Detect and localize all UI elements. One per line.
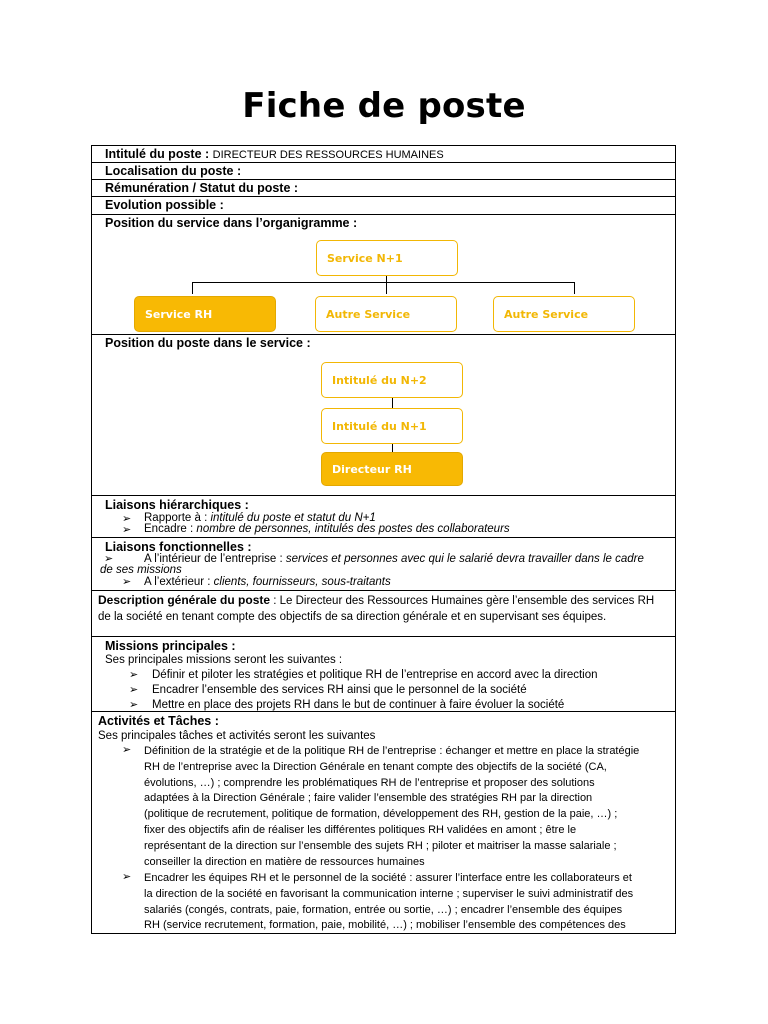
list-item-prefix: Encadre : bbox=[144, 523, 197, 535]
row-activites bbox=[92, 712, 675, 934]
description-text: de la société en tenant compte des objectifs de sa direction générale et en supervisant ses équipes. bbox=[98, 611, 607, 623]
list-item-value: clients, fournisseurs, sous-traitants bbox=[213, 576, 391, 588]
bullet-arrow-icon: ➢ bbox=[129, 684, 139, 696]
activites-label: Activités et Tâches : bbox=[98, 714, 219, 728]
list-item-continuation: de ses missions bbox=[100, 564, 182, 576]
org-box-n2: Intitulé du N+2 bbox=[321, 362, 463, 398]
activity-item bbox=[144, 871, 633, 934]
page-title: Fiche de poste bbox=[242, 86, 526, 126]
row-evolution bbox=[92, 197, 675, 215]
bullet-arrow-icon: ➢ bbox=[122, 513, 132, 525]
org-box-service-rh: Service RH bbox=[134, 296, 276, 332]
missions-intro: Ses principales missions seront les suivantes : bbox=[105, 654, 343, 666]
org-connector bbox=[392, 398, 393, 408]
row-intitule bbox=[92, 146, 675, 163]
row-localisation bbox=[92, 163, 675, 180]
localisation-label: Localisation du poste : bbox=[105, 164, 242, 178]
org-box-n1: Intitulé du N+1 bbox=[321, 408, 463, 444]
paragraph-line: adaptées à la Direction Générale ; faire valider l’ensemble des stratégies RH par la direction bbox=[144, 792, 593, 805]
list-item: Mettre en place des projets RH dans le but de continuer à faire évoluer la société bbox=[152, 699, 565, 711]
missions-label: Missions principales : bbox=[105, 639, 236, 653]
bullet-arrow-icon: ➢ bbox=[104, 553, 114, 565]
evolution-label: Evolution possible : bbox=[105, 198, 224, 212]
paragraph-line: Définition de la stratégie et de la politique RH de l’entreprise : échanger et mettre en place la stratégie bbox=[144, 745, 640, 757]
paragraph-line: représentant de la direction sur l’ensemble des sujets RH ; piloter et maitriser la masse salariale ; bbox=[144, 839, 617, 852]
liaisons-hierarchiques-label: Liaisons hiérarchiques : bbox=[105, 498, 249, 512]
org-connector bbox=[192, 282, 193, 294]
job-description-table bbox=[91, 145, 676, 934]
list-item-prefix: Rapporte à : bbox=[144, 512, 211, 524]
paragraph-line: conseiller la direction en matière de ressources humaines bbox=[144, 855, 425, 868]
bullet-arrow-icon: ➢ bbox=[129, 699, 139, 711]
row-remuneration bbox=[92, 180, 675, 197]
bullet-arrow-icon: ➢ bbox=[122, 744, 132, 756]
list-item: Définir et piloter les stratégies et politique RH de l’entreprise en accord avec la direction bbox=[152, 669, 598, 681]
org-connector-horizontal bbox=[192, 282, 574, 283]
intitule-value: DIRECTEUR DES RESSOURCES HUMAINES bbox=[212, 149, 444, 161]
bullet-arrow-icon: ➢ bbox=[129, 669, 139, 681]
remuneration-label: Rémunération / Statut du poste : bbox=[105, 181, 299, 195]
paragraph-line: la direction de la société en favorisant la communication interne ; superviser le suivi administratif des bbox=[144, 887, 634, 900]
row-liaisons-hierarchiques bbox=[92, 496, 675, 538]
row-liaisons-fonctionnelles bbox=[92, 538, 675, 591]
org-box-service-n1: Service N+1 bbox=[316, 240, 458, 276]
bullet-arrow-icon: ➢ bbox=[122, 576, 132, 588]
row-position-service bbox=[92, 215, 675, 335]
row-missions bbox=[92, 637, 675, 712]
intitule-label: Intitulé du poste : bbox=[105, 147, 210, 161]
list-item-value: intitulé du poste et statut du N+1 bbox=[210, 512, 376, 524]
liaisons-fonctionnelles-label: Liaisons fonctionnelles : bbox=[105, 540, 252, 554]
list-item-value: services et personnes avec qui le salarié devra travailler dans le cadre bbox=[285, 553, 644, 565]
org-connector bbox=[386, 276, 387, 294]
paragraph-line: RH (service recrutement, formation, paie, mobilité, …) ; mobiliser l’ensemble des compétences des bbox=[144, 919, 626, 932]
paragraph-line: salariés (congés, contrats, paie, formation, entrée ou sortie, …) ; encadrer l’ensemble des équipes bbox=[144, 903, 623, 916]
list-item: Encadrer l’ensemble des services RH ainsi que le personnel de la société bbox=[152, 684, 527, 696]
description-label: Description générale du poste bbox=[98, 593, 271, 607]
org-box-autre-service: Autre Service bbox=[315, 296, 457, 332]
description-text: : Le Directeur des Ressources Humaines gère l’ensemble des services RH bbox=[270, 595, 655, 607]
position-poste-label: Position du poste dans le service : bbox=[105, 336, 311, 350]
list-item-prefix: A l’intérieur de l’entreprise : bbox=[144, 553, 286, 565]
paragraph-line: fixer des objectifs afin de réaliser les différentes politiques RH validées en amont ; être le bbox=[144, 823, 577, 836]
bullet-arrow-icon: ➢ bbox=[122, 871, 132, 883]
bullet-arrow-icon: ➢ bbox=[122, 524, 132, 536]
org-box-autre-service: Autre Service bbox=[493, 296, 635, 332]
list-item-value: nombre de personnes, intitulés des postes des collaborateurs bbox=[196, 523, 510, 535]
paragraph-line: évolutions, …) ; comprendre les problématiques RH de l’entreprise et proposer des solutions bbox=[144, 776, 595, 789]
org-connector bbox=[392, 444, 393, 452]
org-connector bbox=[574, 282, 575, 294]
row-description bbox=[92, 591, 675, 637]
position-service-label: Position du service dans l’organigramme : bbox=[105, 216, 358, 230]
activites-intro: Ses principales tâches et activités seront les suivantes bbox=[98, 730, 376, 742]
activity-item bbox=[144, 744, 639, 870]
paragraph-line: RH de l’entreprise avec la Direction Générale en tenant compte des objectifs de la société (CA, bbox=[144, 760, 607, 773]
list-item-prefix: A l’extérieur : bbox=[144, 576, 214, 588]
paragraph-line: (politique de recrutement, politique de formation, développement des RH, gestion de la paie, …) ; bbox=[144, 808, 618, 821]
row-position-poste bbox=[92, 335, 675, 496]
paragraph-line: Encadrer les équipes RH et le personnel de la société : assurer l’interface entre les collaborateurs et bbox=[144, 872, 632, 884]
org-box-directeur-rh: Directeur RH bbox=[321, 452, 463, 486]
